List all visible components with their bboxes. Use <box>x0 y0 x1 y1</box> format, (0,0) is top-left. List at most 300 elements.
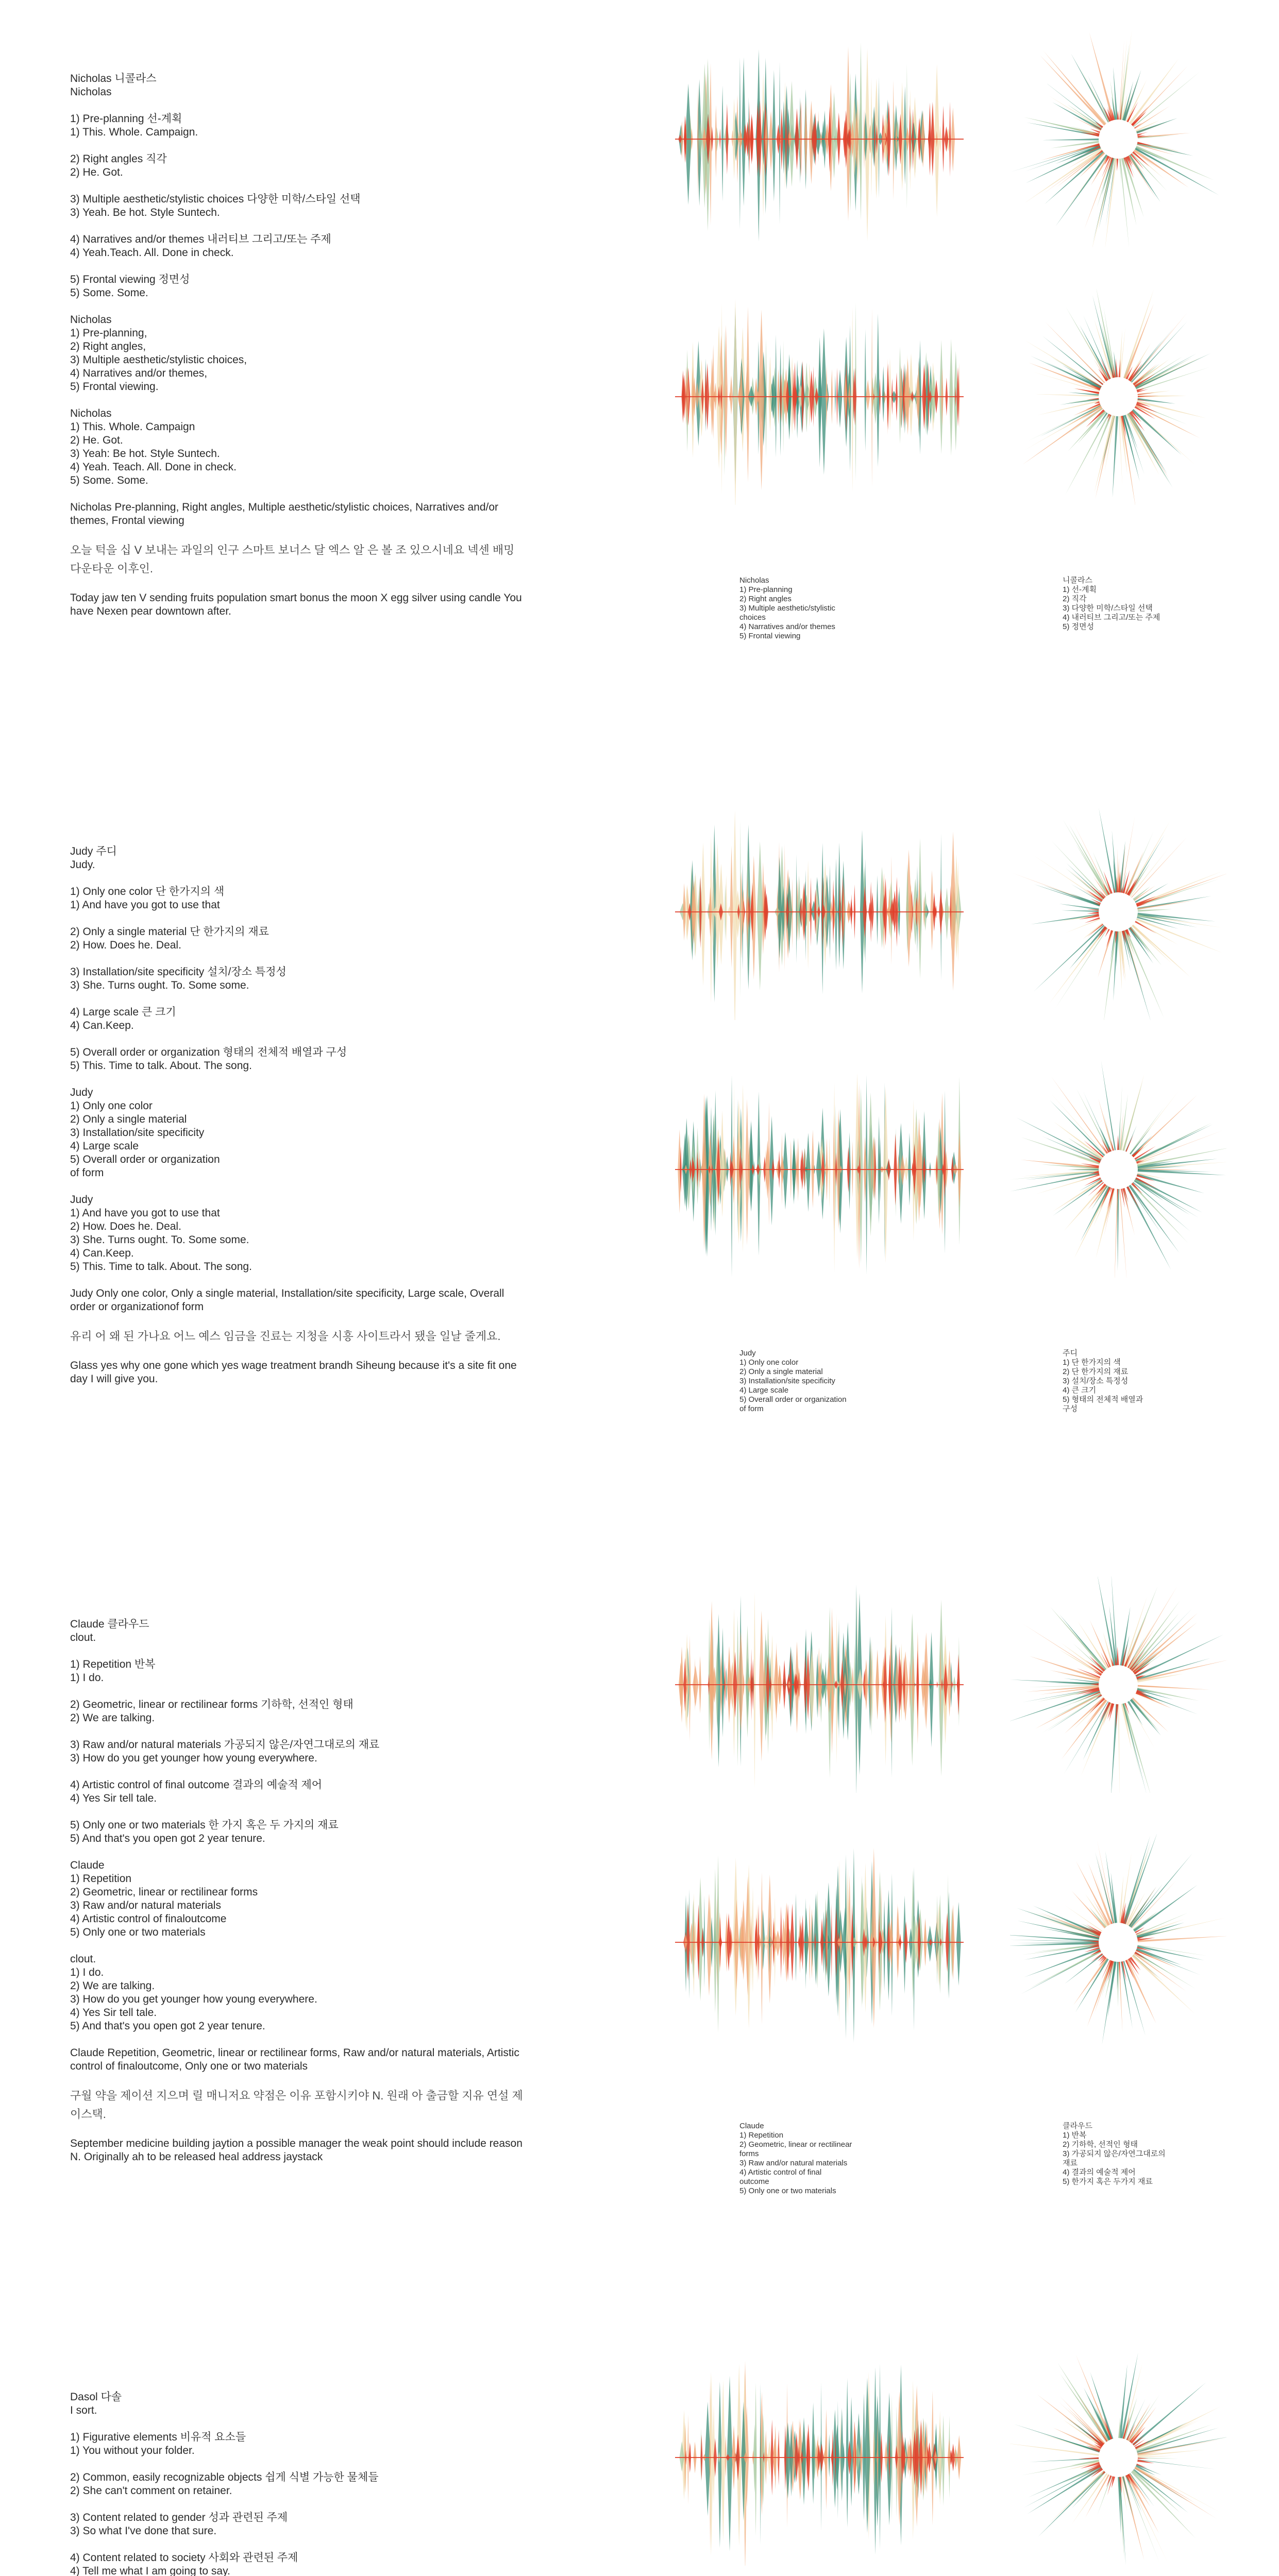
caption-line: 5) Overall order or organization <box>739 1395 847 1404</box>
caption-line: 5) 한가지 혹은 두가지 재료 <box>1063 2177 1153 2186</box>
wave-spike <box>832 92 837 178</box>
burst-ray <box>1087 912 1099 913</box>
answer: 1) I do. <box>70 1672 104 1684</box>
person-title: Judy 주디 <box>70 845 117 857</box>
burst-ray <box>1135 1952 1196 1989</box>
caption-line: 4) 큰 크기 <box>1063 1386 1097 1395</box>
caption-line: 2) Only a single material <box>739 1367 823 1376</box>
burst-ray <box>1129 59 1179 125</box>
wave-spike <box>715 105 717 178</box>
burst-ray <box>1083 1092 1110 1152</box>
burst-ray <box>1119 359 1121 377</box>
burst-ray <box>1111 1704 1118 1793</box>
wave-spike <box>772 70 776 202</box>
list-line: 5) And that's you open got 2 year tenure. <box>70 2020 265 2032</box>
burst-ray <box>1131 321 1187 382</box>
wave-axis <box>675 1169 964 1170</box>
wave-spike <box>714 1869 717 2013</box>
burst-ray <box>1118 2417 1120 2438</box>
wave-spike <box>838 1619 840 1739</box>
burst-ray <box>1118 931 1119 955</box>
burst-ray <box>1138 1170 1226 1176</box>
list-line: Judy <box>70 1194 93 1206</box>
wave-spike <box>752 1886 754 1993</box>
burst-ray <box>1090 2372 1114 2439</box>
caption-line: 3) 설치/장소 특정성 <box>1063 1377 1129 1385</box>
waveform-graphic <box>675 2349 964 2566</box>
burst-ray <box>1055 928 1107 1008</box>
summary: Claude Repetition, Geometric, linear or rectilinear forms, Raw and/or natural materials, Artistic control of finaloutcome, Only one or two materials <box>70 2047 519 2072</box>
burst-ray <box>1078 2458 1099 2459</box>
burst-ray <box>1040 405 1101 436</box>
wave-spike <box>725 875 727 942</box>
caption-line: 3) Installation/site specificity <box>739 1377 835 1385</box>
person-title: Nicholas 니콜라스 <box>70 73 157 84</box>
list-line: Nicholas <box>70 314 112 326</box>
wave-spike <box>693 1666 698 1707</box>
burst-ray <box>1116 1704 1118 1730</box>
list-line: 5) Frontal viewing. <box>70 381 159 393</box>
caption-line: 2) Right angles <box>739 595 792 603</box>
caption-line: 1) Only one color <box>739 1358 799 1367</box>
burst-ray <box>1136 118 1177 133</box>
radial-burst-graphic <box>1010 31 1226 247</box>
list-line: 3) Raw and/or natural materials <box>70 1900 221 1911</box>
burst-center <box>1100 893 1137 930</box>
wave-spike <box>809 1648 815 1726</box>
caption-english <box>739 1349 863 1414</box>
list-line: 5) Only one or two materials <box>70 1926 206 1938</box>
burst-ray <box>1137 1688 1199 1701</box>
wave-spike <box>804 1908 809 1975</box>
wave-spike <box>865 329 867 451</box>
list-line: Judy <box>70 1087 93 1098</box>
answer: 5) And that's you open got 2 year tenure. <box>70 1833 265 1844</box>
answer: 1) You without your folder. <box>70 2445 195 2456</box>
caption-line: 3) 가공되지 않은/자연그대로의 <box>1063 2149 1166 2158</box>
caption-line: 5) Frontal viewing <box>739 632 801 640</box>
caption-line: 3) 다양한 미학/스타일 선택 <box>1063 604 1153 613</box>
wave-spike <box>956 1902 961 1986</box>
question: 2) Geometric, linear or rectilinear forms 기하학, 선적인 형태 <box>70 1699 354 1710</box>
question: 1) Only one color 단 한가지의 색 <box>70 886 225 897</box>
burst-ray <box>1138 909 1172 912</box>
burst-ray <box>1089 1907 1107 1928</box>
burst-center <box>1100 121 1137 158</box>
wave-axis <box>675 396 964 397</box>
list-line: 3) Installation/site specificity <box>70 1127 205 1139</box>
burst-ray <box>1134 149 1189 188</box>
question: 5) Only one or two materials 한 가지 혹은 두 가지의 재료 <box>70 1819 339 1831</box>
caption-line: 2) Geometric, linear or rectilinear <box>739 2140 852 2149</box>
burst-ray <box>1131 2471 1196 2538</box>
question: 1) Figurative elements 비유적 요소들 <box>70 2431 246 2443</box>
list-line: 1) This. Whole. Campaign <box>70 421 195 433</box>
wave-spike <box>721 86 723 201</box>
burst-ray <box>1089 32 1115 121</box>
wave-spike <box>860 42 863 221</box>
caption-line: 2) 기하학, 선적인 형태 <box>1063 2140 1138 2149</box>
burst-ray <box>1113 416 1118 498</box>
burst-ray <box>1124 303 1154 379</box>
section-claude <box>0 1546 1279 2318</box>
list-line: 4) Narratives and/or themes, <box>70 367 208 379</box>
burst-ray <box>1138 391 1171 395</box>
burst-ray <box>1130 926 1162 965</box>
wave-spike <box>784 844 786 971</box>
wave-spike <box>883 1087 888 1263</box>
burst-ray <box>1059 904 1099 910</box>
caption-korean <box>1063 2122 1186 2187</box>
burst-ray <box>1101 1061 1116 1150</box>
burst-ray <box>1138 1685 1210 1690</box>
burst-ray <box>1123 1704 1147 1793</box>
summary: Nicholas Pre-planning, Right angles, Multiple aesthetic/stylistic choices, Narratives and/or themes, Frontal viewing <box>70 501 499 527</box>
answer: 3) Yeah. Be hot. Style Suntech. <box>70 207 220 218</box>
wave-spike <box>942 2415 945 2506</box>
wave-spike <box>929 1632 933 1747</box>
caption-line: outcome <box>739 2177 769 2186</box>
caption-line: 5) 형태의 전체적 배열과 <box>1063 1395 1143 1404</box>
list-line: 2) We are talking. <box>70 1980 155 1992</box>
burst-ray <box>1092 295 1114 378</box>
answer: 4) Can.Keep. <box>70 1020 134 1031</box>
wave-spike <box>760 2383 761 2545</box>
answer: 4) Yes Sir tell tale. <box>70 1792 157 1804</box>
burst-ray <box>1133 1182 1191 1232</box>
korean-text: 구월 약을 제이션 지으며 릴 매니저요 약점은 이유 포함시키야 N. 원래 아 출금할 지유 연설 제이스택. <box>70 2089 523 2121</box>
wave-spike <box>697 87 699 198</box>
burst-ray <box>1132 1955 1195 2014</box>
person-subtitle: Judy. <box>70 859 95 871</box>
wave-spike <box>838 369 843 428</box>
person-title: Dasol 다솔 <box>70 2391 122 2403</box>
list-line: 3) She. Turns ought. To. Some some. <box>70 1234 249 1246</box>
burst-ray <box>1117 1135 1119 1150</box>
burst-center <box>1100 378 1137 415</box>
wave-spike <box>866 380 870 411</box>
caption-line: 1) 선-계획 <box>1063 585 1097 594</box>
burst-ray <box>1045 321 1105 383</box>
burst-ray <box>1075 843 1108 895</box>
wave-spike <box>877 875 879 945</box>
summary: Judy Only one color, Only a single material, Installation/site specificity, Large scale, Overall order or organizationof form <box>70 1287 504 1313</box>
caption-line: 4) 결과의 예술적 제어 <box>1063 2168 1136 2177</box>
burst-ray <box>1028 405 1101 441</box>
answer: 2) How. Does he. Deal. <box>70 939 181 951</box>
wave-spike <box>891 1607 893 1778</box>
burst-ray <box>1136 1130 1223 1163</box>
list-answers <box>70 1193 524 1274</box>
burst-ray <box>1077 2471 1106 2503</box>
caption-line: 4) Narratives and/or themes <box>739 622 835 631</box>
question: 5) Overall order or organization 형태의 전체적 배열과 구성 <box>70 1046 347 1058</box>
english-text: Today jaw ten V sending fruits population smart bonus the moon X egg silver using candle You have Nexen pear downtown after. <box>70 592 522 617</box>
burst-ray <box>1125 929 1164 1018</box>
korean-text: 유리 어 왜 된 가나요 어느 예스 임금을 진료는 지청을 시흥 사이트라서 됐을 일날 줄게요. <box>70 1330 501 1343</box>
burst-ray <box>1129 1185 1180 1253</box>
burst-ray <box>1045 82 1103 128</box>
caption-line: 5) Only one or two materials <box>739 2187 836 2195</box>
wave-spike <box>868 1092 873 1236</box>
burst-ray <box>1136 353 1211 389</box>
radial-burst-graphic <box>1010 1577 1226 1793</box>
caption-line: 4) Large scale <box>739 1386 789 1395</box>
radial-burst-graphic <box>1010 2349 1226 2566</box>
question: 2) Only a single material 단 한가지의 재료 <box>70 926 269 938</box>
list-line: 5) This. Time to talk. About. The song. <box>70 1261 252 1273</box>
burst-ray <box>1097 1577 1116 1666</box>
caption-line: choices <box>739 613 766 622</box>
burst-ray <box>1117 1647 1119 1665</box>
list-line: 1) And have you got to use that <box>70 1207 220 1219</box>
burst-ray <box>1022 2461 1099 2476</box>
burst-ray <box>1138 2450 1205 2456</box>
burst-ray <box>1121 816 1135 893</box>
caption-line: 1) 단 한가지의 색 <box>1063 1358 1121 1367</box>
wave-spike <box>715 843 720 970</box>
burst-center <box>1100 1924 1137 1961</box>
burst-ray <box>1065 414 1109 495</box>
waveform-graphic <box>675 289 964 505</box>
list-line: 4) Large scale <box>70 1140 139 1152</box>
section-dasol <box>0 2318 1279 2576</box>
list-line: 2) Right angles, <box>70 341 146 352</box>
wave-spike <box>951 108 955 172</box>
question: 3) Content related to gender 성과 관련된 주제 <box>70 2512 288 2523</box>
question: 4) Large scale 큰 크기 <box>70 1006 176 1018</box>
wave-spike <box>757 841 763 991</box>
wave-spike <box>854 1642 855 1722</box>
burst-ray <box>1010 2443 1099 2456</box>
list-line: 1) Repetition <box>70 1873 132 1885</box>
burst-ray <box>1130 1853 1192 1928</box>
burst-ray <box>1134 123 1142 128</box>
english-text: September medicine building jaytion a possible manager the weak point should include reason N. Originally ah to be released heal address jaystack <box>70 2138 523 2163</box>
burst-ray <box>1024 2466 1101 2507</box>
wave-spike <box>730 846 733 968</box>
caption-line: 구성 <box>1063 1404 1078 1413</box>
burst-ray <box>1120 1094 1128 1150</box>
wave-spike <box>733 810 737 1020</box>
burst-center <box>1100 1666 1137 1703</box>
burst-ray <box>1034 925 1105 992</box>
wave-spike <box>689 1635 691 1741</box>
burst-ray <box>1132 1698 1168 1732</box>
question: 4) Narratives and/or themes 내러티브 그리고/또는 주제 <box>70 233 331 245</box>
burst-ray <box>1052 102 1102 130</box>
caption-line: 3) Multiple aesthetic/stylistic <box>739 604 835 613</box>
english-text: Glass yes why one gone which yes wage treatment brandh Siheung because it's a site fit one day I will give you. <box>70 1360 517 1385</box>
wave-spike <box>768 356 772 432</box>
burst-ray <box>1132 1608 1192 1671</box>
caption-english <box>739 576 863 641</box>
question: 1) Pre-planning 선-계획 <box>70 113 182 125</box>
burst-ray <box>1138 1936 1226 1942</box>
burst-ray <box>1065 1954 1103 1984</box>
radial-burst-graphic <box>1010 804 1226 1020</box>
burst-ray <box>1137 1147 1226 1167</box>
wave-spike <box>733 299 737 505</box>
wave-spike <box>812 2402 815 2504</box>
wave-spike <box>807 860 810 970</box>
answer: 5) Some. Some. <box>70 287 148 299</box>
section-nicholas <box>0 0 1279 773</box>
caption-line: 1) 반복 <box>1063 2131 1087 2140</box>
list-answers <box>70 407 524 487</box>
list-line: 5) Some. Some. <box>70 474 148 486</box>
caption-line: 3) Raw and/or natural materials <box>739 2159 848 2167</box>
caption-line: 4) 내러티브 그리고/또는 주제 <box>1063 613 1160 622</box>
wave-spike <box>805 362 809 433</box>
burst-ray <box>1031 914 1099 925</box>
caption-english <box>739 2122 863 2196</box>
answer: 3) How do you get younger how young everywhere. <box>70 1752 317 1764</box>
caption-line: 클라우드 <box>1063 2122 1092 2130</box>
list-line: 5) Overall order or organization <box>70 1154 220 1165</box>
waveform-graphic <box>675 804 964 1020</box>
question: 2) Common, easily recognizable objects 쉽게 식별 가능한 물체들 <box>70 2471 379 2483</box>
burst-ray <box>1031 356 1101 389</box>
list-line: of form <box>70 1167 104 1179</box>
wave-spike <box>738 1632 744 1731</box>
burst-ray <box>1138 2460 1216 2469</box>
caption-line: 니콜라스 <box>1063 576 1092 585</box>
person-subtitle: Nicholas <box>70 86 112 98</box>
burst-ray <box>1062 910 1099 912</box>
list-line: clout. <box>70 1953 96 1965</box>
list-line: 3) How do you get younger how young everywhere. <box>70 1993 317 2005</box>
person-title: Claude 클라우드 <box>70 1618 149 1630</box>
wave-spike <box>818 337 821 467</box>
answer: 2) He. Got. <box>70 166 123 178</box>
burst-ray <box>1053 1180 1103 1216</box>
burst-ray <box>1135 148 1219 195</box>
burst-ray <box>1131 1183 1188 1243</box>
burst-ray <box>1025 145 1100 172</box>
burst-ray <box>1133 925 1190 977</box>
burst-ray <box>1047 1695 1102 1732</box>
caption-line: 2) 직각 <box>1063 595 1087 603</box>
burst-ray <box>1120 416 1136 505</box>
list-line: 4) Yeah. Teach. All. Done in check. <box>70 461 237 473</box>
wave-spike <box>942 1922 944 1959</box>
answer: 4) Tell me what I am going to say. <box>70 2565 230 2576</box>
answer: 2) She can't comment on retainer. <box>70 2485 232 2497</box>
list-line: 4) Can.Keep. <box>70 1247 134 1259</box>
answer: 1) This. Whole. Campaign. <box>70 126 198 138</box>
waveform-graphic <box>675 1577 964 1793</box>
caption-line: Nicholas <box>739 576 769 585</box>
burst-ray <box>1132 2382 1206 2446</box>
wave-spike <box>755 2383 757 2536</box>
wave-spike <box>740 821 741 998</box>
question: 3) Raw and/or natural materials 가공되지 않은/자연그대로의 재료 <box>70 1739 380 1751</box>
question: 1) Repetition 반복 <box>70 1658 156 1670</box>
list-line: 2) Geometric, linear or rectilinear forms <box>70 1886 258 1898</box>
question: 2) Right angles 직각 <box>70 153 167 165</box>
radial-burst-graphic <box>1010 289 1226 505</box>
burst-ray <box>1121 2352 1138 2438</box>
burst-ray <box>1126 414 1159 475</box>
wave-spike <box>851 307 853 493</box>
wave-spike <box>687 2415 689 2504</box>
list-line: Nicholas <box>70 408 112 419</box>
burst-ray <box>1105 929 1109 937</box>
burst-center <box>1100 1151 1137 1188</box>
question: 3) Installation/site specificity 설치/장소 특정성 <box>70 966 287 978</box>
list-line: 2) Only a single material <box>70 1113 187 1125</box>
wave-spike <box>721 2380 725 2541</box>
burst-ray <box>1040 55 1106 126</box>
question: 5) Frontal viewing 정면성 <box>70 274 190 285</box>
wave-spike <box>775 334 777 457</box>
burst-ray <box>1051 1077 1107 1154</box>
burst-ray <box>1137 879 1219 906</box>
burst-ray <box>1090 1620 1112 1667</box>
wave-spike <box>948 1650 952 1717</box>
burst-ray <box>1022 408 1103 465</box>
burst-ray <box>1025 1910 1100 1937</box>
answer: 4) Yeah.Teach. All. Done in check. <box>70 247 234 259</box>
burst-ray <box>1017 1908 1100 1938</box>
wave-axis <box>675 2457 964 2458</box>
list-answers <box>70 1953 524 2033</box>
burst-ray <box>1118 1704 1120 1793</box>
burst-ray <box>1137 1659 1226 1681</box>
wave-spike <box>806 1133 811 1212</box>
caption-line: Judy <box>739 1349 756 1358</box>
list-line: 2) How. Does he. Deal. <box>70 1221 181 1232</box>
caption-line: 1) Repetition <box>739 2131 784 2140</box>
list-english <box>70 1086 524 1180</box>
wave-spike <box>828 2434 830 2478</box>
burst-ray <box>1097 1855 1114 1923</box>
burst-ray <box>1051 1093 1106 1155</box>
burst-center <box>1100 2439 1137 2476</box>
list-line: 1) Pre-planning, <box>70 327 147 339</box>
person-subtitle: clout. <box>70 1632 96 1643</box>
burst-ray <box>1102 1649 1110 1667</box>
caption-line: 1) Pre-planning <box>739 585 793 594</box>
list-english <box>70 313 524 394</box>
burst-ray <box>1136 918 1223 953</box>
answer: 1) And have you got to use that <box>70 899 220 911</box>
waveform-graphic <box>675 31 964 247</box>
caption-line: 2) 단 한가지의 재료 <box>1063 1367 1129 1376</box>
answer: 5) This. Time to talk. About. The song. <box>70 1060 252 1072</box>
burst-ray <box>1073 388 1100 394</box>
answer: 3) So what I've done that sure. <box>70 2525 217 2537</box>
person-subtitle: I sort. <box>70 2404 97 2416</box>
question: 4) Artistic control of final outcome 결과의 예술적 제어 <box>70 1779 323 1791</box>
burst-ray <box>1052 841 1105 898</box>
wave-spike <box>761 1872 763 2025</box>
burst-ray <box>1130 1699 1161 1736</box>
text-column <box>70 72 524 632</box>
wave-spike <box>836 1614 838 1764</box>
list-line: 4) Artistic control of finaloutcome <box>70 1913 227 1925</box>
burst-ray <box>1117 159 1119 171</box>
list-line: 1) Only one color <box>70 1100 153 1112</box>
wave-axis <box>675 911 964 912</box>
list-line: 3) Yeah: Be hot. Style Suntech. <box>70 448 220 460</box>
wave-spike <box>706 1893 712 1996</box>
caption-line: forms <box>739 2149 759 2158</box>
burst-ray <box>1119 1189 1127 1278</box>
list-line: Claude <box>70 1859 105 1871</box>
text-column <box>70 2391 524 2576</box>
